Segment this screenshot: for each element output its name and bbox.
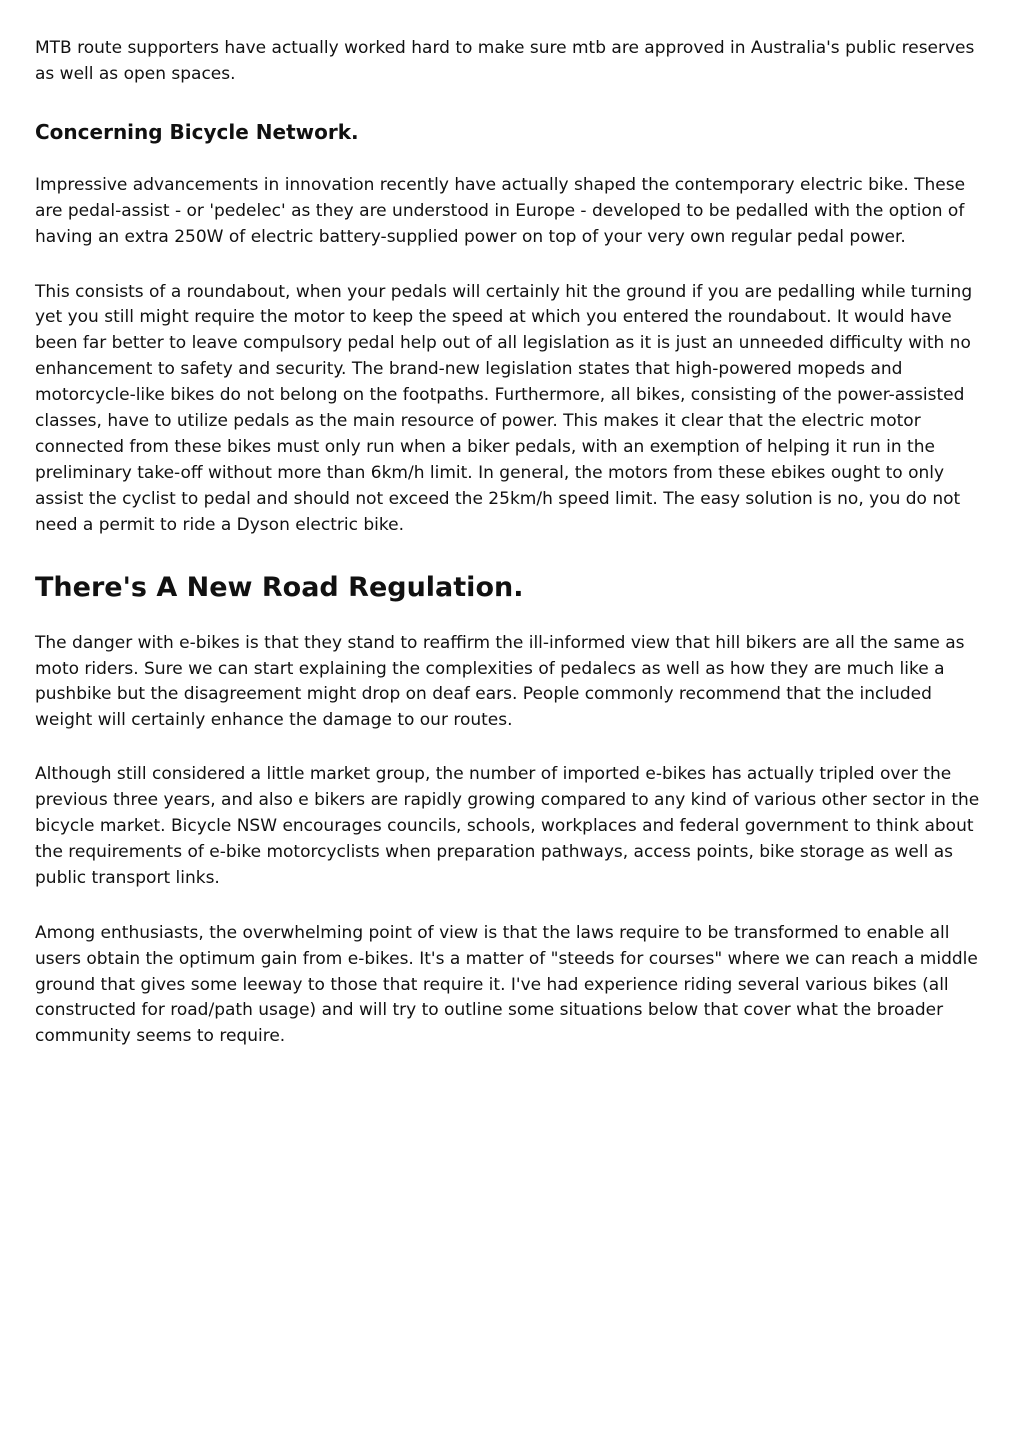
document-page: [35, 36, 993, 1050]
enthusiasts-paragraph: Among enthusiasts, the overwhelming point of view is that the laws require to be transformed to enable all users obtain the optimum gain from e-bikes. It's a matter of "steeds for courses" where we can reach a middle ground that gives some leeway to those that require it. I've had experience riding several various bikes (all constructed for road/path usage) and will try to outline some situations below that cover what the broader community seems to require.: [35, 922, 978, 1047]
section-heading-road-regulation: There's A New Road Regulation.: [35, 571, 524, 603]
roundabout-paragraph: This consists of a roundabout, when your pedals will certainly hit the ground if you are pedalling while turning yet you still might require the motor to keep the speed at which you entered the roundabout. It would have been far better to leave compulsory pedal help out of all legislation as it is just an unneeded difficulty with no enhancement to safety and security. The brand-new legislation states that high-powered mopeds and motorcycle-like bikes do not belong on the footpaths. Furthermore, all bikes, consisting of the power-assisted classes, have to utilize pedals as the main resource of power. This makes it clear that the electric motor connected from these bikes must only run when a biker pedals, with an exemption of helping it run in the preliminary take-off without more than 6km/h limit. In general, the motors from these ebikes ought to only assist the cyclist to pedal and should not exceed the 25km/h speed limit. The easy solution is no, you do not need a permit to ride a Dyson electric bike.: [35, 281, 973, 535]
intro-paragraph: MTB route supporters have actually worked hard to make sure mtb are approved in Australia's public reserves as well as open spaces.: [35, 38, 975, 84]
advancements-paragraph: Impressive advancements in innovation recently have actually shaped the contemporary electric bike. These are pedal-assist - or 'pedelec' as they are understood in Europe - developed to be pedalled with the option of having an extra 250W of electric battery-supplied power on top of your very own regular pedal power.: [35, 174, 966, 247]
section-heading-bicycle-network: Concerning Bicycle Network.: [35, 119, 359, 144]
market-paragraph: Although still considered a little market group, the number of imported e-bikes has actually tripled over the previous three years, and also e bikers are rapidly growing compared to any kind of various other sector in the bicycle market. Bicycle NSW encourages councils, schools, workplaces and federal government to think about the requirements of e-bike motorcyclists when preparation pathways, access points, bike storage as well as public transport links.: [35, 764, 980, 888]
danger-paragraph: The danger with e-bikes is that they stand to reaffirm the ill-informed view that hill bikers are all the same as moto riders. Sure we can start explaining the complexities of pedalecs as well as how they are much like a pushbike but the disagreement might drop on deaf ears. People commonly recommend that the included weight will certainly enhance the damage to our routes.: [35, 632, 965, 731]
